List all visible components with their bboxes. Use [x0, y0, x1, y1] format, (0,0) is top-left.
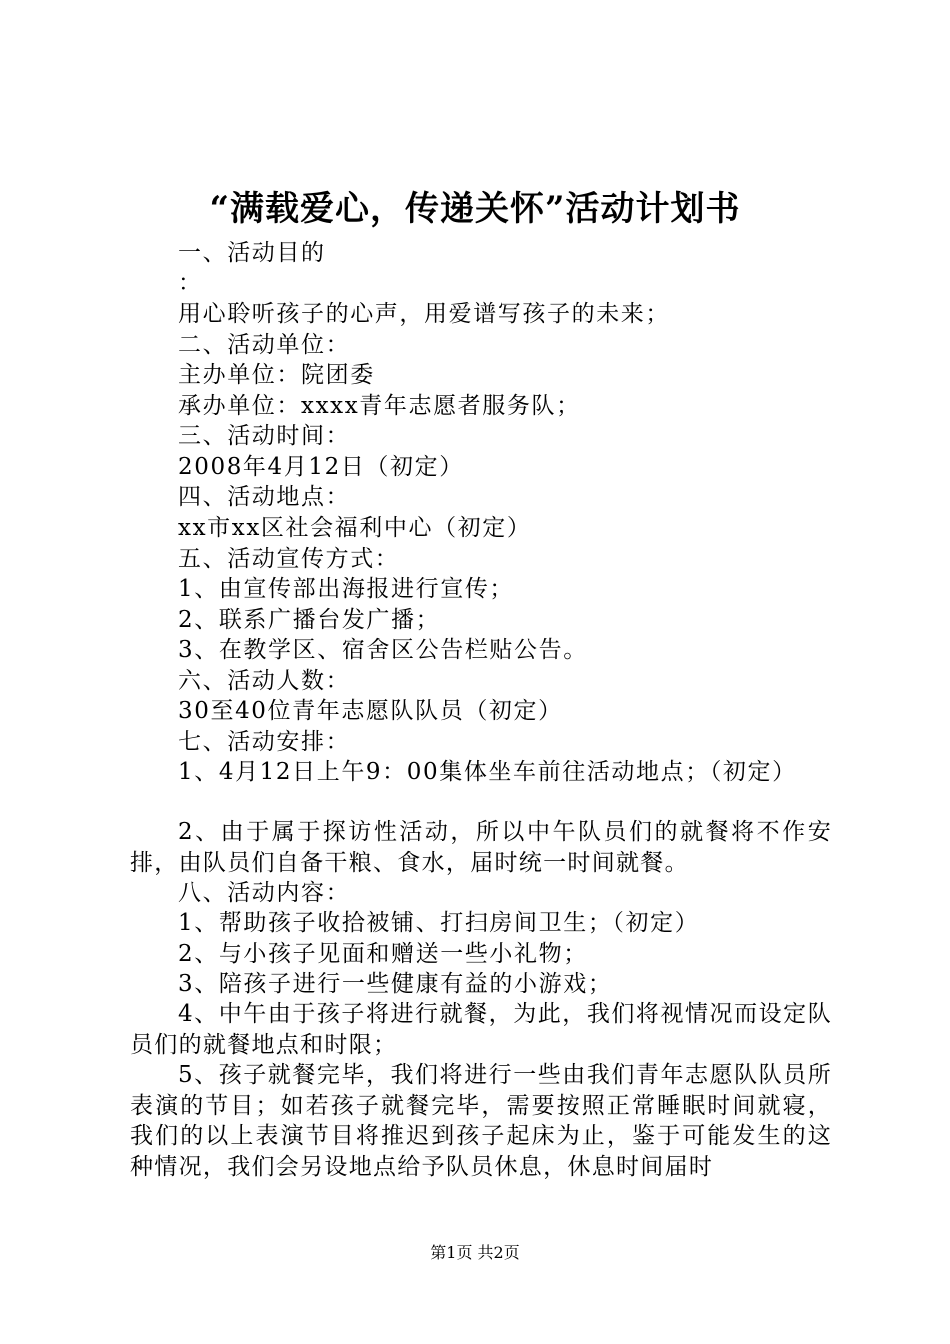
people-text: 30至40位青年志愿队队员（初定） — [178, 698, 563, 724]
host-unit: 主办单位：院团委 — [178, 362, 375, 388]
content-item-5: 5、孩子就餐完毕，我们将进行一些由我们青年志愿队队员所表演的节目；如若孩子就餐完毕，需要按照正常睡眠时间就寝，我们的以上表演节目将推迟到孩子起床为止，鉴于可能发生的这种情况，我们会另设地点给予队员休息，休息时间届时 — [130, 1062, 832, 1180]
publicity-item-3: 3、在教学区、宿舍区公告栏贴公告。 — [178, 637, 588, 663]
content-item-2: 2、与小孩子见面和赠送一些小礼物； — [178, 941, 588, 967]
heading-purpose: 一、活动目的 — [178, 240, 326, 266]
publicity-item-1: 1、由宣传部出海报进行宣传； — [178, 576, 515, 602]
content-item-4: 4、中午由于孩子将进行就餐，为此，我们将视情况而设定队员们的就餐地点和时限； — [130, 1001, 832, 1058]
heading-units: 二、活动单位： — [178, 332, 351, 358]
heading-publicity: 五、活动宣传方式： — [178, 546, 400, 572]
heading-schedule: 七、活动安排： — [178, 729, 351, 755]
colon-line: ： — [178, 270, 203, 296]
heading-content: 八、活动内容： — [178, 880, 351, 906]
schedule-item-2: 2、由于属于探访性活动，所以中午队员们的就餐将不作安排，由队员们自备干粮、食水，届时统一时间就餐。 — [130, 819, 832, 876]
time-text: 2008年4月12日（初定） — [178, 454, 464, 480]
document-title: “满载爱心，传递关怀”活动计划书 — [209, 189, 741, 229]
heading-time: 三、活动时间： — [178, 423, 351, 449]
purpose-text: 用心聆听孩子的心声，用爱谱写孩子的未来； — [178, 301, 670, 327]
page-footer: 第1页 共2页 — [430, 1243, 520, 1262]
location-text: xx市xx区社会福利中心（初定） — [178, 515, 532, 541]
heading-location: 四、活动地点： — [178, 484, 351, 510]
content-item-1: 1、帮助孩子收拾被铺、打扫房间卫生；（初定） — [178, 910, 700, 936]
publicity-item-2: 2、联系广播台发广播； — [178, 607, 441, 633]
schedule-item-1: 1、4月12日上午9：00集体坐车前往活动地点；（初定） — [178, 759, 797, 785]
content-item-3: 3、陪孩子进行一些健康有益的小游戏； — [178, 971, 613, 997]
heading-people: 六、活动人数： — [178, 668, 351, 694]
organizer-unit: 承办单位：xxxx青年志愿者服务队； — [178, 393, 581, 419]
